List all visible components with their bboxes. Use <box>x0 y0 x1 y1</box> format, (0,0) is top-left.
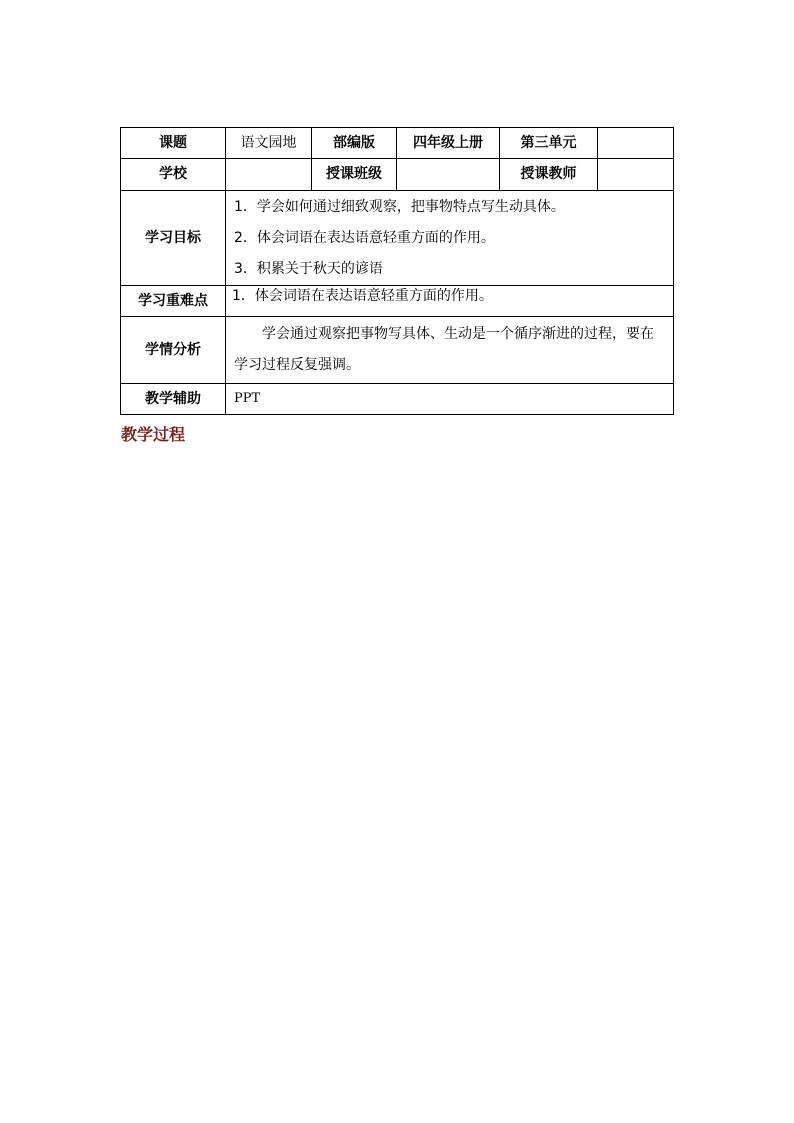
school-label: 学校 <box>121 159 226 191</box>
goal-item: 1．学会如何通过细致观察，把事物特点写生动具体。 <box>234 198 565 215</box>
goals-label: 学习目标 <box>121 191 226 286</box>
table-row-school <box>121 159 674 191</box>
goal-item: 3．积累关于秋天的谚语 <box>234 260 383 277</box>
topic-label: 课题 <box>121 128 226 159</box>
topic-value: 语文园地 <box>226 128 312 159</box>
aids-text: PPT <box>226 384 674 415</box>
teacher-value <box>598 159 674 191</box>
table-row-topic <box>121 128 674 159</box>
table-row-focus <box>121 286 674 317</box>
table-row-goals <box>121 191 674 286</box>
focus-label: 学习重难点 <box>121 286 226 317</box>
focus-text: 1．体会词语在表达语意轻重方面的作用。 <box>226 286 674 317</box>
analysis-text: 学会通过观察把事物写具体、生动是一个循序渐进的过程，要在学习过程反复强调。 <box>234 326 654 373</box>
unit-cell: 第三单元 <box>500 128 598 159</box>
aids-label: 教学辅助 <box>121 384 226 415</box>
goal-item: 2．体会词语在表达语意轻重方面的作用。 <box>234 229 495 246</box>
analysis-content <box>226 317 674 384</box>
school-value <box>226 159 312 191</box>
class-label: 授课班级 <box>312 159 397 191</box>
table-row-aids <box>121 384 674 415</box>
goals-content <box>226 191 674 286</box>
grade-cell: 四年级上册 <box>397 128 500 159</box>
teacher-label: 授课教师 <box>500 159 598 191</box>
table-row-analysis <box>121 317 674 384</box>
analysis-label: 学情分析 <box>121 317 226 384</box>
lesson-plan-table <box>120 127 674 415</box>
extra-cell <box>598 128 674 159</box>
section-heading-teaching-process: 教学过程 <box>121 425 186 444</box>
edition-cell: 部编版 <box>312 128 397 159</box>
class-value <box>397 159 500 191</box>
